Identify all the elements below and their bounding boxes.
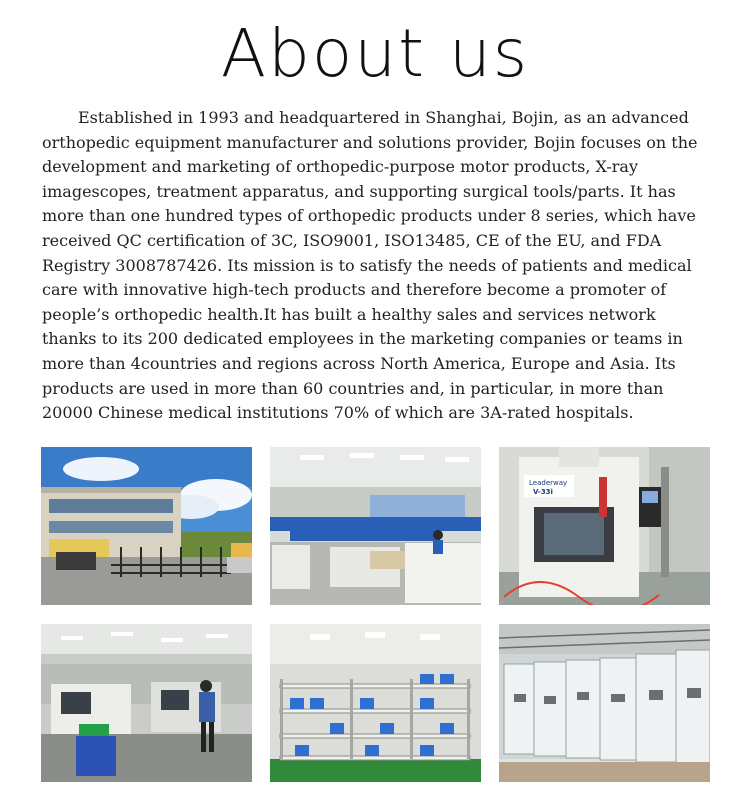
cnc-machine-photo — [499, 447, 710, 605]
factory-exterior-photo — [41, 447, 252, 605]
about-paragraph: Established in 1993 and headquartered in Shanghai, Bojin, as an advanced orthopedic equipment manufacturer and solutions provider, Bojin focuses on the development and marketing of orthopedic-purpose motor products, X-ray imagescopes, treatment apparatus, and supporting surgical tools/parts. It has more than one hundred types of orthopedic products under 8 series, which have received QC certification of 3C, ISO9001, ISO13485, CE of the EU, and FDA Registry 3008787426. Its mission is to satisfy the needs of patients and medical care with innovative high-tech products and therefore become a promoter of people’s orthopedic health.It has built a healthy sales and services network thanks to its 200 dedicated employees in the marketing companies or teams in more than 4countries and regions across North America, Europe and Asia. Its products are used in more than 60 countries and, in particular, in more than 20000 Chinese medical institutions 70% of which are 3A-rated hospitals. — [42, 108, 698, 423]
machine-model-label: V-33i — [533, 488, 553, 496]
display-cabinets-photo — [499, 624, 710, 782]
machine-brand-label: Leaderway — [529, 479, 568, 487]
page-title: About us — [220, 15, 530, 92]
workshop-photo — [270, 447, 481, 605]
warehouse-shelves-photo — [270, 624, 481, 782]
machining-floor-photo — [41, 624, 252, 782]
